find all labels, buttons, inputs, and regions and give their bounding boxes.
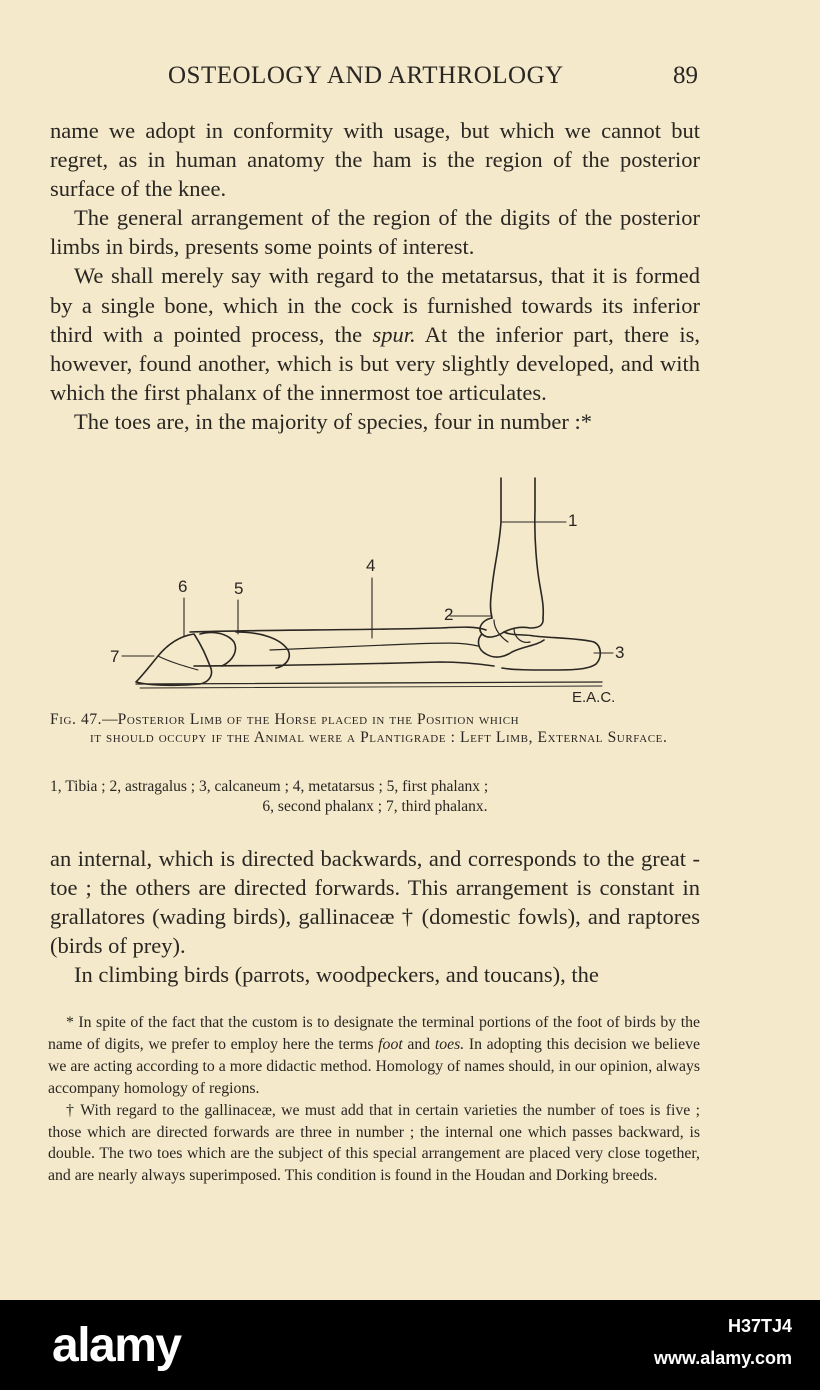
- hoof-detail: [158, 656, 198, 670]
- ground-line-2: [140, 686, 602, 688]
- image-id: H37TJ4: [727, 1316, 792, 1336]
- spur-term: spur.: [372, 321, 416, 347]
- footnote-asterisk-b: In adopting this decision we believe we are acting according to a more didactic method. Homology of names should, in our opinion, always accompany homology of regions.: [48, 1035, 700, 1097]
- upper-text: [50, 116, 700, 436]
- page-number: 89: [673, 62, 698, 89]
- label-4: 4: [366, 556, 376, 575]
- paragraph-continuation: name we adopt in conformity with usage, but which we cannot but regret, as in human anatomy the ham is the region of the posterior surface of the knee.: [50, 118, 700, 202]
- label-6: 6: [178, 577, 188, 596]
- tibia-back: [535, 478, 543, 618]
- alamy-logo: alamy: [52, 1319, 181, 1372]
- paragraph-metatarsus-b: At the inferior part, there is, however, found another, which is but very slightly developed, and with which the first phalanx of the innermost toe articulates.: [50, 321, 700, 405]
- paragraph-toes: The toes are, in the majority of species, four in number :*: [74, 408, 592, 434]
- paragraph-internal-toe: an internal, which is directed backwards, and corresponds to the great - toe ; the others are directed forwards. This arrangement is constant in grallatores (wading birds), gallinaceæ † (domestic fowls), and raptores (birds of prey).: [50, 846, 700, 959]
- third-phalanx: [136, 634, 212, 685]
- caption-line-1: [50, 711, 700, 729]
- label-2: 2: [444, 605, 454, 624]
- footnote-and: and: [402, 1035, 435, 1053]
- label-3: 3: [615, 643, 625, 662]
- footnote-asterisk-a: * In spite of the fact that the custom is to designate the terminal portions of the foot of birds by the name of digits, we prefer to employ here the terms: [48, 1014, 700, 1053]
- paragraph-digits: The general arrangement of the region of the digits of the posterior limbs in birds, presents some points of interest.: [50, 205, 700, 260]
- label-7: 7: [110, 647, 120, 666]
- site-url: www.alamy.com: [653, 1348, 792, 1368]
- figure-legend: [50, 777, 700, 816]
- caption-line-2: it should occupy if the Animal were a Plantigrade : Left Limb, External Surface.: [90, 728, 668, 746]
- lower-text: [50, 844, 700, 989]
- legend-line-1: 1, Tibia ; 2, astragalus ; 3, calcaneum ; 4, metatarsus ; 5, first phalanx ;: [50, 778, 489, 795]
- footnotes: [48, 1012, 700, 1187]
- legend-line-2: 6, second phalanx ; 7, third phalanx.: [262, 797, 488, 815]
- footnote-asterisk: [48, 1012, 700, 1100]
- label-1: 1: [568, 511, 578, 530]
- tibia-front: [491, 478, 502, 618]
- metatarsus-top: [190, 627, 486, 632]
- figure-47: [110, 470, 650, 715]
- caption-text-1: Posterior Limb of the Horse placed in the Position which: [117, 711, 520, 728]
- paragraph-metatarsus-a: We shall merely say with regard to the metatarsus, that it is formed by a single bone, which in the cock is furnished towards its inferior third with a pointed process, the: [50, 263, 700, 347]
- artist-signature: E.A.C.: [572, 689, 616, 706]
- term-toes: toes.: [434, 1035, 465, 1053]
- paragraph-climbing-birds: In climbing birds (parrots, woodpeckers, and toucans), the: [74, 962, 599, 988]
- metatarsus-bottom: [194, 662, 494, 666]
- tarsal-detail: [494, 620, 530, 642]
- second-phalanx: [200, 632, 236, 666]
- page-header: [50, 62, 698, 98]
- horse-limb-illustration: [110, 470, 650, 715]
- label-5: 5: [234, 579, 244, 598]
- paragraph-metatarsus: [50, 261, 700, 406]
- running-head: OSTEOLOGY AND ARTHROLOGY: [168, 62, 564, 89]
- metatarsus-ridge: [270, 643, 478, 650]
- figure-number: Fig. 47.: [50, 711, 103, 728]
- caption-dash: —: [102, 711, 118, 728]
- term-foot: foot: [378, 1035, 403, 1053]
- footnote-dagger: † With regard to the gallinaceæ, we must add that in certain varieties the number of toes is five ; those which are directed forwards are three in number ; the internal one which passes backward, is double. The two toes which are the subject of this special arrangement are placed very close together, and are nearly always superimposed. This condition is found in the Houdan and Dorking breeds.: [48, 1101, 700, 1185]
- figure-caption: [50, 711, 700, 746]
